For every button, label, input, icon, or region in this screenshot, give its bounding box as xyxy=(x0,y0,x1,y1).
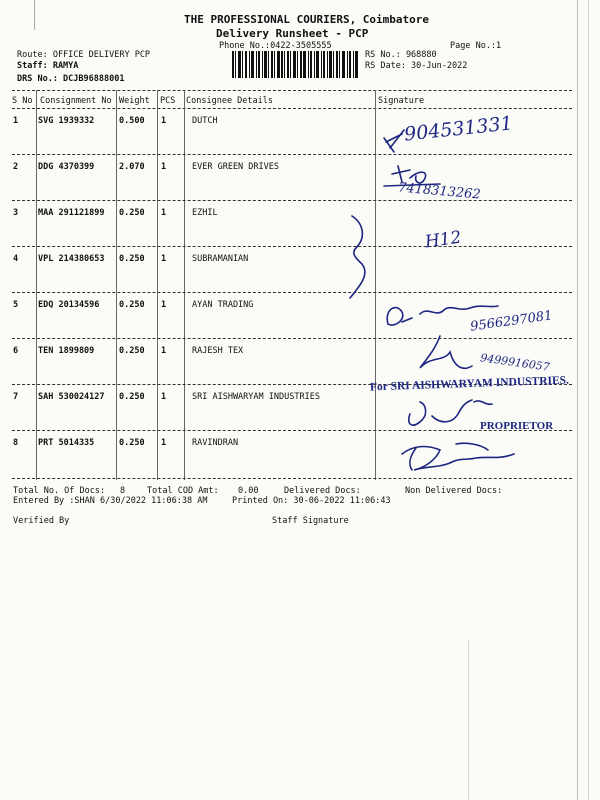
table-row-2-sno: 2 xyxy=(13,162,19,172)
table-row-6-sno: 6 xyxy=(13,346,19,356)
table-row-8-pcs: 1 xyxy=(161,438,167,448)
table-row-2-consignee: EVER GREEN DRIVES xyxy=(192,162,279,172)
delivered-docs-label: Delivered Docs: xyxy=(284,486,361,496)
table-row-3-consignment: MAA 291121899 xyxy=(38,208,105,218)
page-number: Page No.:1 xyxy=(450,41,502,51)
header-signature: Signature xyxy=(378,96,425,106)
non-delivered-docs-label: Non Delivered Docs: xyxy=(405,486,503,496)
table-row-7-consignee: SRI AISHWARYAM INDUSTRIES xyxy=(192,392,320,402)
cod-value: 0.00 xyxy=(238,486,259,496)
rs-date: RS Date: 30-Jun-2022 xyxy=(365,61,468,71)
barcode xyxy=(232,51,358,78)
table-row-6-consignment: TEN 1899809 xyxy=(38,346,95,356)
table-row-1-weight: 0.500 xyxy=(119,116,145,126)
table-row-6-pcs: 1 xyxy=(161,346,167,356)
scan-line-right-2 xyxy=(588,0,589,800)
route-label: Route: OFFICE DELIVERY PCP xyxy=(17,50,151,60)
handwritten-phone-row-6: 9499916057 xyxy=(479,351,551,374)
table-row-2-weight: 2.070 xyxy=(119,162,145,172)
header-weight: Weight xyxy=(119,96,150,106)
entered-by: Entered By :SHAN 6/30/2022 11:06:38 AM xyxy=(13,496,208,506)
table-row-7-pcs: 1 xyxy=(161,392,167,402)
table-row-6-weight: 0.250 xyxy=(119,346,145,356)
scan-line-left xyxy=(34,0,35,30)
header-consignment: Consignment No xyxy=(40,96,112,106)
table-row-4-consignment: VPL 214380653 xyxy=(38,254,105,264)
table-row-2-consignment: DDG 4370399 xyxy=(38,162,95,172)
scan-line-lower xyxy=(468,640,469,800)
staff-signature-label: Staff Signature xyxy=(272,516,349,526)
table-row-8-consignee: RAVINDRAN xyxy=(192,438,239,448)
handwritten-phone-row-5: 9566297081 xyxy=(469,308,554,335)
table-row-1-pcs: 1 xyxy=(161,116,167,126)
table-row-5-weight: 0.250 xyxy=(119,300,145,310)
col-divider-weight xyxy=(157,90,158,480)
scan-line-right xyxy=(577,0,578,800)
stamp-proprietor-line: PROPRIETOR xyxy=(480,420,554,432)
table-row-3-weight: 0.250 xyxy=(119,208,145,218)
table-row-4-weight: 0.250 xyxy=(119,254,145,264)
table-row-3-consignee: EZHIL xyxy=(192,208,218,218)
table-row-3-sno: 3 xyxy=(13,208,19,218)
drs-number: DRS No.: DCJB96888001 xyxy=(17,74,125,84)
table-row-4-consignee: SUBRAMANIAN xyxy=(192,254,249,264)
col-divider-cn xyxy=(116,90,117,480)
cod-label: Total COD Amt: xyxy=(147,486,219,496)
verified-by: Verified By xyxy=(13,516,70,526)
signature-row-7 xyxy=(400,390,520,434)
handwritten-phone-row-2: 7418313262 xyxy=(397,180,482,203)
table-row-1-consignment: SVG 1939332 xyxy=(38,116,95,126)
table-top-rule xyxy=(12,90,572,91)
header-bottom-rule xyxy=(12,108,572,109)
staff-label: Staff: RAMYA xyxy=(17,61,79,71)
col-divider-pcs xyxy=(184,90,185,480)
header-consignee: Consignee Details xyxy=(186,96,273,106)
header-sno: S No xyxy=(12,96,33,106)
table-row-8-consignment: PRT 5014335 xyxy=(38,438,95,448)
brace-mark xyxy=(340,212,380,302)
table-row-8-sno: 8 xyxy=(13,438,19,448)
table-row-1-sno: 1 xyxy=(13,116,19,126)
table-row-4-pcs: 1 xyxy=(161,254,167,264)
header-pcs: PCS xyxy=(160,96,176,106)
table-row-5-pcs: 1 xyxy=(161,300,167,310)
total-docs-value: 8 xyxy=(120,486,126,496)
table-row-7-sno: 7 xyxy=(13,392,19,402)
table-row-1-consignee: DUTCH xyxy=(192,116,218,126)
table-row-7-consignment: SAH 530024127 xyxy=(38,392,105,402)
phone-number: Phone No.:0422-3505555 xyxy=(219,41,332,51)
handwritten-row-3: H12 xyxy=(423,227,463,253)
stamp-company-line: For SRI AISHWARYAM INDUSTRIES. xyxy=(369,374,570,394)
company-name: THE PROFESSIONAL COURIERS, Coimbatore xyxy=(184,13,430,26)
signature-row-6 xyxy=(410,332,490,382)
table-row-8-weight: 0.250 xyxy=(119,438,145,448)
table-row-6-consignee: RAJESH TEX xyxy=(192,346,244,356)
table-row-5-sno: 5 xyxy=(13,300,19,310)
signature-row-8 xyxy=(396,436,546,480)
col-divider-sno xyxy=(36,90,37,480)
row-3-rule xyxy=(12,246,572,247)
table-row-5-consignee: AYAN TRADING xyxy=(192,300,254,310)
printed-on: Printed On: 30-06-2022 11:06:43 xyxy=(232,496,391,506)
table-row-7-weight: 0.250 xyxy=(119,392,145,402)
table-row-4-sno: 4 xyxy=(13,254,19,264)
sheet-title: Delivery Runsheet - PCP xyxy=(216,27,369,40)
total-docs-label: Total No. Of Docs: xyxy=(13,486,106,496)
table-row-2-pcs: 1 xyxy=(161,162,167,172)
table-row-3-pcs: 1 xyxy=(161,208,167,218)
handwritten-phone-row-1: 904531331 xyxy=(403,112,514,146)
table-row-5-consignment: EDQ 20134596 xyxy=(38,300,100,310)
rs-number: RS No.: 968880 xyxy=(365,50,437,60)
row-4-rule xyxy=(12,292,572,293)
